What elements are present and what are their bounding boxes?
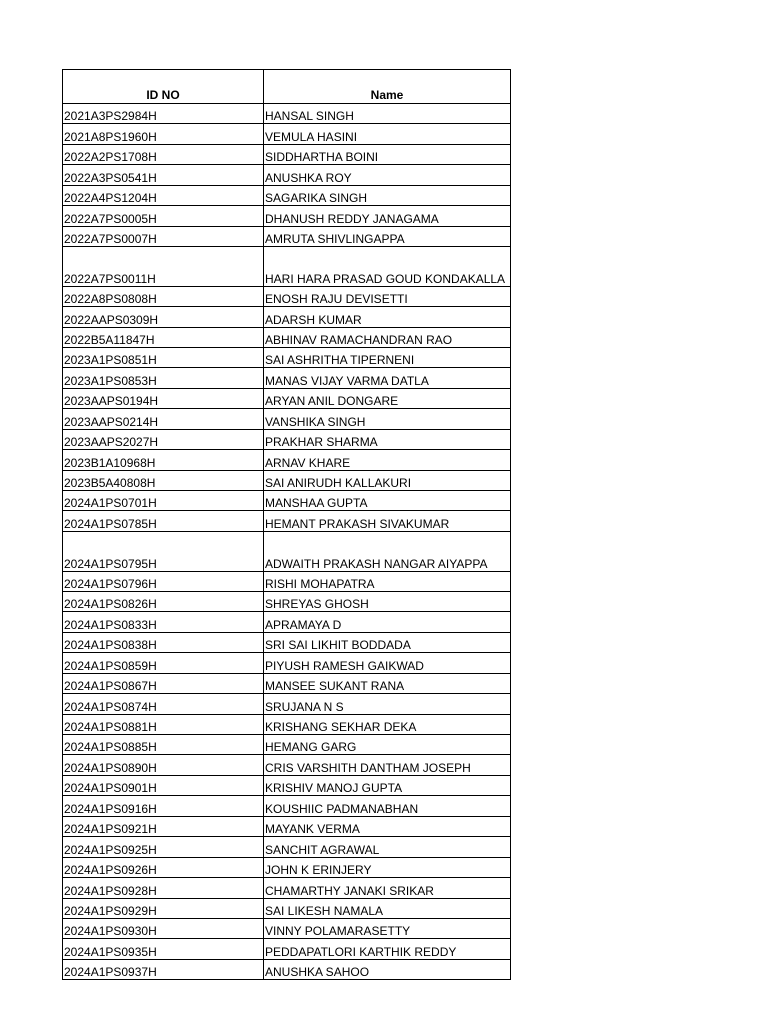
- student-table: [62, 69, 511, 980]
- id-no-cell: 2024A1PS0921H: [63, 816, 264, 836]
- name-cell: MANSEE SUKANT RANA: [264, 673, 511, 693]
- name-cell: SAI LIKESH NAMALA: [264, 898, 511, 918]
- id-no-cell: 2022B5A11847H: [63, 327, 264, 347]
- table-row: [63, 755, 511, 775]
- id-no-column-header: ID NO: [63, 70, 264, 104]
- id-no-cell: 2024A1PS0925H: [63, 837, 264, 857]
- table-row: [63, 653, 511, 673]
- id-no-cell: 2024A1PS0935H: [63, 939, 264, 959]
- table-row: [63, 470, 511, 490]
- table-row: [63, 918, 511, 938]
- name-cell: SAI ANIRUDH KALLAKURI: [264, 470, 511, 490]
- table-row: [63, 939, 511, 959]
- id-no-cell: 2024A1PS0929H: [63, 898, 264, 918]
- id-no-cell: 2024A1PS0796H: [63, 571, 264, 591]
- table-row: [63, 124, 511, 144]
- name-cell: KRISHIV MANOJ GUPTA: [264, 775, 511, 795]
- name-cell: CHAMARTHY JANAKI SRIKAR: [264, 878, 511, 898]
- table-row: [63, 673, 511, 693]
- table-row: [63, 959, 511, 979]
- name-cell: APRAMAYA D: [264, 612, 511, 632]
- name-cell: MANAS VIJAY VARMA DATLA: [264, 368, 511, 388]
- id-no-cell: 2024A1PS0901H: [63, 775, 264, 795]
- name-cell: ADWAITH PRAKASH NANGAR AIYAPPA: [264, 531, 511, 571]
- id-no-cell: 2024A1PS0859H: [63, 653, 264, 673]
- id-no-cell: 2022A2PS1708H: [63, 144, 264, 164]
- table-row: [63, 775, 511, 795]
- table-row: [63, 511, 511, 531]
- id-no-cell: 2021A8PS1960H: [63, 124, 264, 144]
- id-no-cell: 2024A1PS0785H: [63, 511, 264, 531]
- name-cell: HARI HARA PRASAD GOUD KONDAKALLA: [264, 247, 511, 287]
- name-cell: ENOSH RAJU DEVISETTI: [264, 286, 511, 306]
- student-table-body: [63, 104, 511, 980]
- name-cell: VANSHIKA SINGH: [264, 409, 511, 429]
- name-cell: SRI SAI LIKHIT BODDADA: [264, 632, 511, 652]
- name-column-header: Name: [264, 70, 511, 104]
- name-cell: SIDDHARTHA BOINI: [264, 144, 511, 164]
- table-row: [63, 714, 511, 734]
- name-cell: PRAKHAR SHARMA: [264, 429, 511, 449]
- table-row: [63, 409, 511, 429]
- table-row: [63, 694, 511, 714]
- name-cell: ARNAV KHARE: [264, 450, 511, 470]
- student-list-sheet: [62, 69, 510, 980]
- name-cell: ANUSHKA ROY: [264, 165, 511, 185]
- id-no-cell: 2024A1PS0930H: [63, 918, 264, 938]
- table-row: [63, 429, 511, 449]
- id-no-cell: 2024A1PS0867H: [63, 673, 264, 693]
- name-cell: HEMANT PRAKASH SIVAKUMAR: [264, 511, 511, 531]
- table-row: [63, 206, 511, 226]
- name-cell: KRISHANG SEKHAR DEKA: [264, 714, 511, 734]
- table-row: [63, 491, 511, 511]
- name-cell: CRIS VARSHITH DANTHAM JOSEPH: [264, 755, 511, 775]
- name-cell: PEDDAPATLORI KARTHIK REDDY: [264, 939, 511, 959]
- table-row: [63, 571, 511, 591]
- name-cell: MANSHAA GUPTA: [264, 491, 511, 511]
- id-no-cell: 2024A1PS0885H: [63, 735, 264, 755]
- name-cell: ANUSHKA SAHOO: [264, 959, 511, 979]
- table-header-row: [63, 70, 511, 104]
- name-cell: PIYUSH RAMESH GAIKWAD: [264, 653, 511, 673]
- table-row: [63, 388, 511, 408]
- name-cell: ADARSH KUMAR: [264, 307, 511, 327]
- id-no-cell: 2023B1A10968H: [63, 450, 264, 470]
- table-row: [63, 796, 511, 816]
- table-row: [63, 226, 511, 246]
- id-no-cell: 2023AAPS0194H: [63, 388, 264, 408]
- table-row: [63, 632, 511, 652]
- name-cell: SAI ASHRITHA TIPERNENI: [264, 347, 511, 367]
- name-cell: ARYAN ANIL DONGARE: [264, 388, 511, 408]
- name-cell: SANCHIT AGRAWAL: [264, 837, 511, 857]
- name-cell: HEMANG GARG: [264, 735, 511, 755]
- table-row: [63, 837, 511, 857]
- table-row: [63, 591, 511, 611]
- name-cell: AMRUTA SHIVLINGAPPA: [264, 226, 511, 246]
- id-no-cell: 2024A1PS0826H: [63, 591, 264, 611]
- id-no-cell: 2023A1PS0851H: [63, 347, 264, 367]
- table-row: [63, 104, 511, 124]
- name-cell: SAGARIKA SINGH: [264, 185, 511, 205]
- table-row: [63, 368, 511, 388]
- id-no-cell: 2022A4PS1204H: [63, 185, 264, 205]
- id-no-cell: 2024A1PS0937H: [63, 959, 264, 979]
- name-cell: SRUJANA N S: [264, 694, 511, 714]
- table-row: [63, 612, 511, 632]
- table-row: [63, 165, 511, 185]
- id-no-cell: 2022A7PS0007H: [63, 226, 264, 246]
- name-cell: VINNY POLAMARASETTY: [264, 918, 511, 938]
- table-row: [63, 735, 511, 755]
- id-no-cell: 2023AAPS0214H: [63, 409, 264, 429]
- name-cell: MAYANK VERMA: [264, 816, 511, 836]
- id-no-cell: 2021A3PS2984H: [63, 104, 264, 124]
- id-no-cell: 2024A1PS0926H: [63, 857, 264, 877]
- id-no-cell: 2024A1PS0874H: [63, 694, 264, 714]
- table-row: [63, 286, 511, 306]
- id-no-cell: 2024A1PS0916H: [63, 796, 264, 816]
- name-cell: DHANUSH REDDY JANAGAMA: [264, 206, 511, 226]
- name-cell: VEMULA HASINI: [264, 124, 511, 144]
- id-no-cell: 2022A7PS0011H: [63, 247, 264, 287]
- id-no-cell: 2022AAPS0309H: [63, 307, 264, 327]
- table-row: [63, 531, 511, 571]
- name-cell: KOUSHIIC PADMANABHAN: [264, 796, 511, 816]
- table-row: [63, 898, 511, 918]
- table-row: [63, 307, 511, 327]
- table-row: [63, 347, 511, 367]
- table-row: [63, 878, 511, 898]
- name-cell: ABHINAV RAMACHANDRAN RAO: [264, 327, 511, 347]
- id-no-cell: 2022A3PS0541H: [63, 165, 264, 185]
- table-row: [63, 327, 511, 347]
- table-row: [63, 450, 511, 470]
- id-no-cell: 2022A8PS0808H: [63, 286, 264, 306]
- name-cell: SHREYAS GHOSH: [264, 591, 511, 611]
- table-row: [63, 816, 511, 836]
- table-row: [63, 185, 511, 205]
- id-no-cell: 2024A1PS0833H: [63, 612, 264, 632]
- id-no-cell: 2024A1PS0928H: [63, 878, 264, 898]
- id-no-cell: 2024A1PS0795H: [63, 531, 264, 571]
- id-no-cell: 2024A1PS0881H: [63, 714, 264, 734]
- table-row: [63, 857, 511, 877]
- table-row: [63, 247, 511, 287]
- id-no-cell: 2023A1PS0853H: [63, 368, 264, 388]
- id-no-cell: 2024A1PS0701H: [63, 491, 264, 511]
- id-no-cell: 2024A1PS0838H: [63, 632, 264, 652]
- id-no-cell: 2024A1PS0890H: [63, 755, 264, 775]
- id-no-cell: 2022A7PS0005H: [63, 206, 264, 226]
- name-cell: JOHN K ERINJERY: [264, 857, 511, 877]
- table-row: [63, 144, 511, 164]
- id-no-cell: 2023AAPS2027H: [63, 429, 264, 449]
- name-cell: RISHI MOHAPATRA: [264, 571, 511, 591]
- id-no-cell: 2023B5A40808H: [63, 470, 264, 490]
- name-cell: HANSAL SINGH: [264, 104, 511, 124]
